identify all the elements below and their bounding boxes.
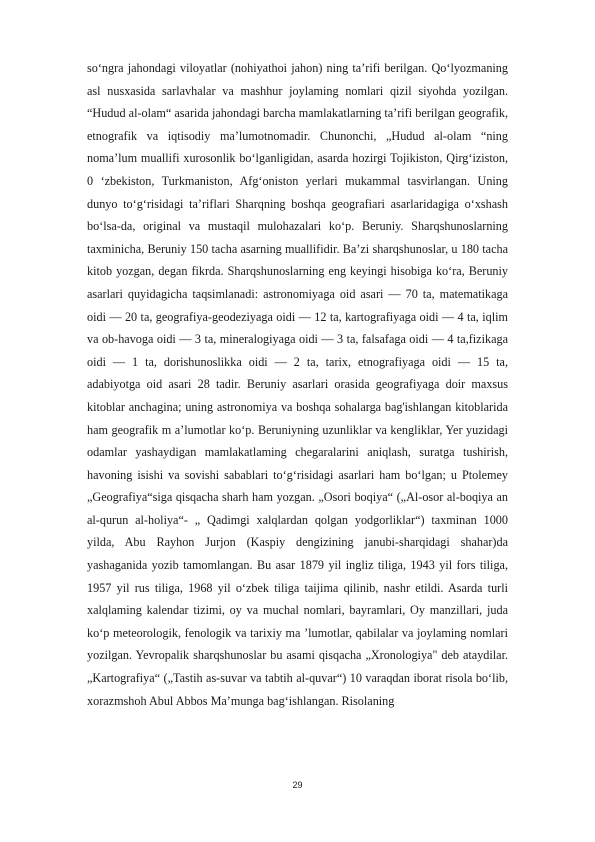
page-number: 29 [292, 780, 303, 790]
body-paragraph: so‘ngra jahondagi viloyatlar (nohiyathoi jahon) ning ta’rifi berilgan. Qo‘lyozmaning asl nusxasida sarlavhalar va mashhur joylaming nomlari qizil siyohda yozilgan. “Hudud al-olam“ asarida jahondagi barcha mamlakatlarning ta’rifi berilgan geografik, etnografik va iqtisodiy ma’lumotnomadir. Chunonchi, „Hudud al-olam “ning noma’lum muallifi xurosonlik bo‘lganligidan, asarda hozirgi Tojikiston, Qirg‘iziston, 0 ‘zbekiston, Turkmaniston, Afg‘oniston yerlari mukammal tasvirlangan. Uning dunyo to‘g‘risidagi ta’riflari Sharqning boshqa geografiari asarlaridagiga o‘xshash bo‘lsa-da, original va mustaqil mulohazalari ko‘p. Beruniy. Sharqshunoslarning taxminicha, Beruniy 150 tacha asarning muallifidir. Ba’zi sharqshunoslar, u 180 tacha kitob yozgan, degan fikrda. Sharqshunoslarning eng keyingi hisobiga ko‘ra, Beruniy asarlari quyidagicha taqsimlanadi: astronomiyaga oid asari — 70 ta, matematikaga oidi — 20 ta, geografiya-geodeziyaga oidi — 12 ta, kartografiyaga oidi — 4 ta, iqlim va ob-havoga oidi — 3 ta, mineralogiyaga oidi — 3 ta, falsafaga oidi — 4 ta,fizikaga oidi — 1 ta, dorishunoslikka oidi — 2 ta, tarix, etnografiyaga oidi — 15 ta, adabiyotga oid asari 28 tadir. Beruniy asarlari orasida geografiyaga doir maxsus kitoblar anchagina; uning astronomiya va boshqa sohalarga bag'ishlangan kitoblarida ham geografik m a’lumotlar ko‘p. Beruniyning uzunliklar va kengliklar, Yer yuzidagi odamlar yashaydigan mamlakatlaming chegaralarini aniqlash, suratga tushirish, havoning isishi va sovishi sabablari to‘g‘risidagi asarlari ham bo‘lgan; u Ptolemey „Geografiya“siga qisqacha sharh ham yozgan. „Osori boqiya“ („Al-osor al-boqiya an al-qurun al-holiya“- „ Qadimgi xalqlardan qolgan yodgorliklar“) taxminan 1000 yilda, Abu Rayhon Jurjon (Kaspiy dengizining janubi-sharqidagi shahar)da yashaganida yozib tamomlangan. Bu asar 1879 yil ingliz tiliga, 1943 yil fors tiliga, 1957 yil rus tiliga, 1968 yil o‘zbek tiliga taijima qilinib, nashr etildi. Asarda turli xalqlaming kalendar tizimi, oy va muchal nomlari, bayramlari, Oy manzillari, juda ko‘p meteorologik, fenologik va tarixiy ma ’lumotlar, qabilalar va joylaming nomlari yozilgan. Yevropalik sharqshunoslar bu asami qisqacha „Xronologiya" deb ataydilar. „Kartografiya“ („Tastih as-suvar va tabtih al-quvar“) 10 varaqdan iborat risola bo‘lib, xorazmshoh Abul Abbos Ma’munga bag‘ishlangan. Risolaning [87, 61, 508, 708]
